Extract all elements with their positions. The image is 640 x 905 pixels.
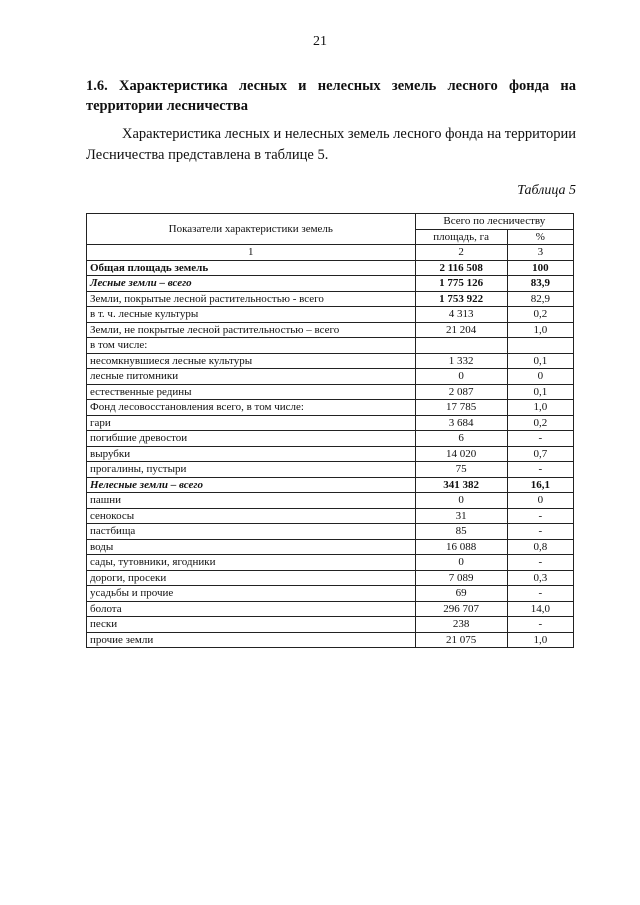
table-row: [87, 369, 574, 385]
row-percent: 0,1: [507, 384, 573, 400]
row-label: Земли, не покрытые лесной растительностью – всего: [87, 322, 416, 338]
row-area: 1 753 922: [415, 291, 507, 307]
row-area: 296 707: [415, 601, 507, 617]
table-row: [87, 291, 574, 307]
row-percent: -: [507, 586, 573, 602]
table-row: [87, 601, 574, 617]
table-row: [87, 307, 574, 323]
row-area: 2 116 508: [415, 260, 507, 276]
table-row: [87, 524, 574, 540]
row-percent: 14,0: [507, 601, 573, 617]
table-row: [87, 446, 574, 462]
row-percent: 0,8: [507, 539, 573, 555]
row-area: 69: [415, 586, 507, 602]
row-area: 14 020: [415, 446, 507, 462]
page-number: 21: [313, 34, 327, 49]
row-percent: 0: [507, 493, 573, 509]
row-area: 1 332: [415, 353, 507, 369]
row-area: 75: [415, 462, 507, 478]
land-characteristics-table: [86, 213, 574, 648]
row-label: усадьбы и прочие: [87, 586, 416, 602]
row-label: пашни: [87, 493, 416, 509]
row-percent: 82,9: [507, 291, 573, 307]
row-area: 16 088: [415, 539, 507, 555]
row-percent: -: [507, 524, 573, 540]
row-area: 0: [415, 369, 507, 385]
row-label: воды: [87, 539, 416, 555]
table-row: [87, 555, 574, 571]
row-label: пески: [87, 617, 416, 633]
table-body: [87, 260, 574, 648]
row-percent: 1,0: [507, 632, 573, 648]
header-percent: %: [507, 229, 573, 245]
row-label: Нелесные земли – всего: [87, 477, 416, 493]
column-number: 3: [507, 245, 573, 261]
column-number: 2: [415, 245, 507, 261]
row-label: дороги, просеки: [87, 570, 416, 586]
row-percent: -: [507, 462, 573, 478]
row-area: 7 089: [415, 570, 507, 586]
table-row: [87, 508, 574, 524]
row-percent: [507, 338, 573, 354]
row-area: 31: [415, 508, 507, 524]
row-percent: 16,1: [507, 477, 573, 493]
table-row: [87, 539, 574, 555]
row-percent: 0,1: [507, 353, 573, 369]
row-area: 17 785: [415, 400, 507, 416]
section-title: Характеристика лесных и нелесных земель лесного фонда на территории лесничества: [86, 78, 576, 114]
row-percent: 0: [507, 369, 573, 385]
header-total-group: Всего по лесничеству: [415, 214, 573, 230]
table-row: [87, 570, 574, 586]
table-row: [87, 260, 574, 276]
row-area: 0: [415, 493, 507, 509]
row-percent: -: [507, 617, 573, 633]
row-label: в т. ч. лесные культуры: [87, 307, 416, 323]
row-area: 0: [415, 555, 507, 571]
section-heading: [86, 76, 576, 116]
row-percent: 0,2: [507, 415, 573, 431]
row-area: 3 684: [415, 415, 507, 431]
table-row: [87, 431, 574, 447]
table-row: [87, 586, 574, 602]
row-label: вырубки: [87, 446, 416, 462]
header-indicators: Показатели характеристики земель: [87, 214, 416, 245]
row-percent: 0,7: [507, 446, 573, 462]
table-row: [87, 276, 574, 292]
row-label: погибшие древостои: [87, 431, 416, 447]
row-area: 1 775 126: [415, 276, 507, 292]
row-percent: -: [507, 555, 573, 571]
row-percent: 0,2: [507, 307, 573, 323]
row-area: 21 075: [415, 632, 507, 648]
row-label: сенокосы: [87, 508, 416, 524]
table-row: [87, 632, 574, 648]
table-row: [87, 617, 574, 633]
row-area: 6: [415, 431, 507, 447]
section-number: 1.6.: [86, 78, 108, 94]
column-number: 1: [87, 245, 416, 261]
table-row: [87, 415, 574, 431]
row-label: прогалины, пустыри: [87, 462, 416, 478]
row-label: Лесные земли – всего: [87, 276, 416, 292]
row-label: болота: [87, 601, 416, 617]
row-percent: 1,0: [507, 322, 573, 338]
table-row: [87, 338, 574, 354]
row-percent: 83,9: [507, 276, 573, 292]
row-label: естественные редины: [87, 384, 416, 400]
row-label: Общая площадь земель: [87, 260, 416, 276]
row-label: пастбища: [87, 524, 416, 540]
row-percent: -: [507, 431, 573, 447]
row-area: 341 382: [415, 477, 507, 493]
row-percent: -: [507, 508, 573, 524]
table-caption: Таблица 5: [517, 183, 576, 198]
table-row: [87, 322, 574, 338]
row-percent: 0,3: [507, 570, 573, 586]
table-row: [87, 493, 574, 509]
row-label: гари: [87, 415, 416, 431]
row-area: 85: [415, 524, 507, 540]
row-label: прочие земли: [87, 632, 416, 648]
table-row: [87, 384, 574, 400]
row-area: 238: [415, 617, 507, 633]
table-row: [87, 462, 574, 478]
table-row: [87, 477, 574, 493]
row-area: 4 313: [415, 307, 507, 323]
row-area: 2 087: [415, 384, 507, 400]
row-area: [415, 338, 507, 354]
row-area: 21 204: [415, 322, 507, 338]
row-label: несомкнувшиеся лесные культуры: [87, 353, 416, 369]
table-row: [87, 353, 574, 369]
intro-paragraph: Характеристика лесных и нелесных земель лесного фонда на территории Лесничества представлена в таблице 5.: [86, 126, 576, 163]
row-percent: 1,0: [507, 400, 573, 416]
table-row: [87, 400, 574, 416]
row-percent: 100: [507, 260, 573, 276]
row-label: лесные питомники: [87, 369, 416, 385]
row-label: в том числе:: [87, 338, 416, 354]
row-label: Земли, покрытые лесной растительностью - всего: [87, 291, 416, 307]
row-label: сады, тутовники, ягодники: [87, 555, 416, 571]
row-label: Фонд лесовосстановления всего, в том числе:: [87, 400, 416, 416]
header-area: площадь, га: [415, 229, 507, 245]
